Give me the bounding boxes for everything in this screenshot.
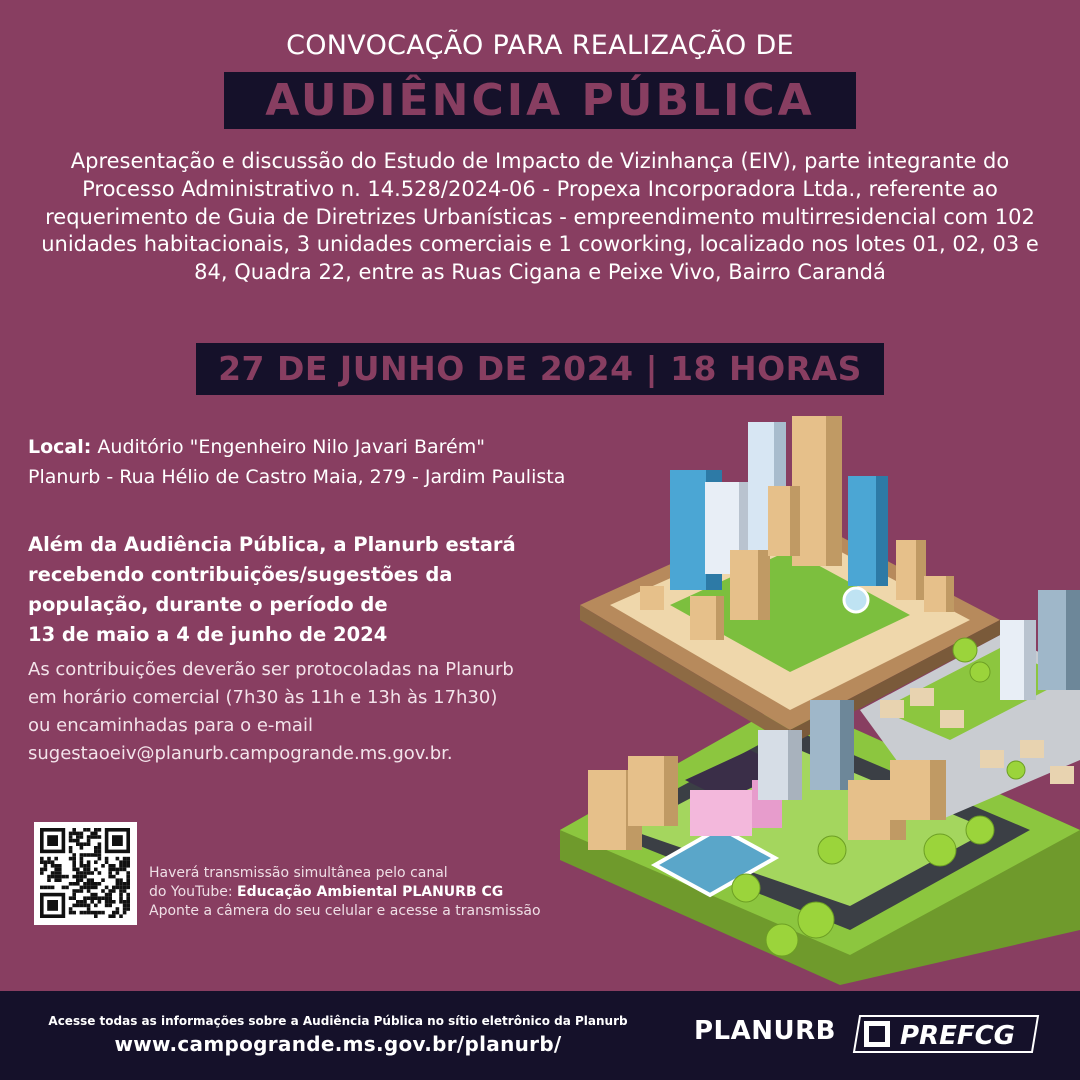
event-date-time: 27 DE JUNHO DE 2024 | 18 HORAS <box>218 349 862 388</box>
location-venue: Auditório "Engenheiro Nilo Javari Barém" <box>97 436 485 458</box>
prefcg-logo-text: PREFCG <box>900 1021 1016 1051</box>
youtube-channel-name: Educação Ambiental PLANURB CG <box>237 884 504 900</box>
stream-line: Haverá transmissão simultânea pelo canal <box>149 865 448 881</box>
date-banner <box>196 343 884 395</box>
contributions-line: população, durante o período de <box>28 593 388 616</box>
details-line: em horário comercial (7h30 às 11h e 13h às 17h30) <box>28 687 498 708</box>
page-title: AUDIÊNCIA PÚBLICA <box>265 75 815 126</box>
city-illustration-icon <box>560 410 1080 985</box>
stream-instruction: Aponte a câmera do seu celular e acesse a transmissão <box>149 903 541 919</box>
stream-info <box>149 864 589 921</box>
location-label: Local: <box>28 436 92 458</box>
qr-code[interactable] <box>34 822 137 925</box>
qr-code-icon <box>34 822 137 925</box>
details-line: As contribuições deverão ser protocoladas na Planurb <box>28 659 514 680</box>
description: Apresentação e discussão do Estudo de Impacto de Vizinhança (EIV), parte integrante do Processo Administrativo n. 14.528/2024-06 - Propexa Incorporadora Ltda., referente ao requerimento de Guia de Diretrizes Urbanísticas - empreendimento multirresidencial com 102 unidades habitacionais, 3 unidades comerciais e 1 coworking, localizado nos lotes 01, 02, 03 e 84, Quadra 22, entre as Ruas Cigana e Peixe Vivo, Bairro Carandá <box>41 149 1039 285</box>
contributions-period: 13 de maio a 4 de junho de 2024 <box>28 623 388 646</box>
contributions-details <box>28 656 588 768</box>
prefcg-logo <box>852 1014 1040 1054</box>
footer-note: Acesse todas as informações sobre a Audiência Pública no sítio eletrônico da Planurb <box>48 1014 628 1028</box>
planurb-logo: PLANURB <box>694 1016 836 1046</box>
location-address: Planurb - Rua Hélio de Castro Maia, 279 - Jardim Paulista <box>28 466 566 488</box>
title-banner <box>224 72 856 129</box>
contributions-heading <box>28 530 568 650</box>
contributions-line: Além da Audiência Pública, a Planurb estará <box>28 533 516 556</box>
stream-prefix: do YouTube: <box>149 884 233 900</box>
contributions-line: recebendo contribuições/sugestões da <box>28 563 453 586</box>
details-line: ou encaminhadas para o e-mail <box>28 715 313 736</box>
stream-line <box>149 883 589 902</box>
footer-url-link[interactable]: www.campogrande.ms.gov.br/planurb/ <box>114 1032 562 1056</box>
pre-title: CONVOCAÇÃO PARA REALIZAÇÃO DE <box>286 30 794 61</box>
contact-email[interactable]: sugestaoeiv@planurb.campogrande.ms.gov.br. <box>28 743 453 764</box>
